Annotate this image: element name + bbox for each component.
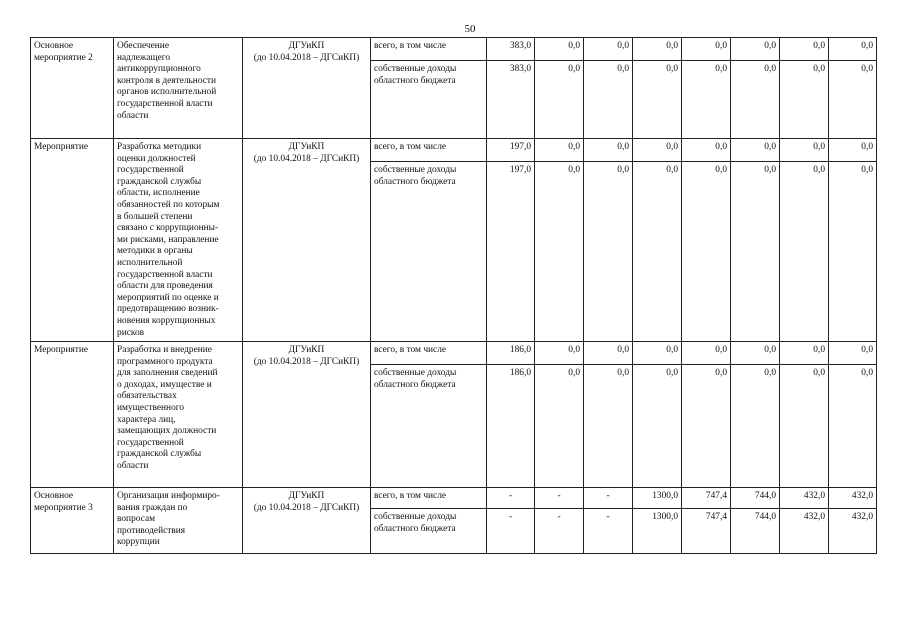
funding-source-cell (371, 139, 487, 162)
amount-cell: 0,0 (682, 365, 731, 488)
activity-description-cell (114, 38, 243, 139)
amount-cell: 0,0 (535, 342, 584, 365)
amount-cell: 0,0 (682, 162, 731, 342)
executor-cell (243, 342, 371, 488)
funding-source-text: всего, в том числе (374, 142, 447, 152)
amount-cell: 186,0 (487, 365, 535, 488)
executor-text: ДГУиКП (до 10.04.2018 – ДГСиКП) (253, 142, 360, 164)
amount-cell: 0,0 (780, 61, 829, 139)
amount-cell: 1300,0 (633, 488, 682, 509)
amount-cell: 0,0 (584, 342, 633, 365)
page-number: 50 (464, 23, 476, 35)
amount-cell: - (487, 509, 535, 554)
amount-cell: 0,0 (780, 139, 829, 162)
funding-source-text: всего, в том числе (374, 345, 447, 356)
funding-source-cell (371, 61, 487, 139)
executor-cell (243, 38, 371, 139)
amount-cell: 0,0 (633, 38, 682, 61)
amount-cell: 0,0 (780, 365, 829, 488)
amount-cell: 0,0 (682, 342, 731, 365)
amount-cell: 747,4 (682, 509, 731, 554)
amount-cell: 0,0 (731, 365, 780, 488)
funding-source-text: всего, в том числе (374, 491, 447, 502)
amount-cell: 0,0 (829, 61, 877, 139)
funding-source-cell (371, 162, 487, 342)
amount-cell: 0,0 (633, 139, 682, 162)
amount-cell: 0,0 (633, 365, 682, 488)
table-row (31, 342, 877, 365)
funding-source-cell (371, 342, 487, 365)
funding-source-cell (371, 488, 487, 509)
amount-cell: 432,0 (780, 509, 829, 554)
amount-cell: 0,0 (535, 365, 584, 488)
amount-cell: 383,0 (487, 38, 535, 61)
activity-name-text: Мероприятие (34, 142, 89, 152)
activity-description-text: Организация информиро- вания граждан по вопросам противодействия коррупции (117, 491, 220, 548)
executor-cell (243, 488, 371, 554)
amount-cell: 0,0 (731, 61, 780, 139)
amount-cell: - (535, 488, 584, 509)
amount-cell: 432,0 (829, 509, 877, 554)
amount-cell: 747,4 (682, 488, 731, 509)
amount-cell: 0,0 (829, 38, 877, 61)
amount-cell: 0,0 (829, 162, 877, 342)
amount-cell: - (584, 509, 633, 554)
activity-description-cell (114, 139, 243, 342)
table-row (31, 139, 877, 162)
funding-source-cell (371, 509, 487, 554)
activity-name-cell (31, 139, 114, 342)
amount-cell: 0,0 (780, 38, 829, 61)
amount-cell: 0,0 (682, 61, 731, 139)
amount-cell: 744,0 (731, 488, 780, 509)
funding-source-text: собственные доходы областного бюджета (374, 512, 457, 534)
amount-cell: 0,0 (584, 139, 633, 162)
amount-cell: 0,0 (731, 139, 780, 162)
amount-cell: 432,0 (829, 488, 877, 509)
table-row (31, 38, 877, 61)
activity-description-cell (114, 342, 243, 488)
amount-cell: 432,0 (780, 488, 829, 509)
amount-cell: 0,0 (829, 139, 877, 162)
amount-cell: 0,0 (731, 162, 780, 342)
activity-name-cell (31, 38, 114, 139)
amount-cell: 0,0 (633, 342, 682, 365)
amount-cell: 0,0 (829, 365, 877, 488)
amount-cell: 0,0 (780, 162, 829, 342)
funding-source-cell (371, 38, 487, 61)
amount-cell: 0,0 (535, 61, 584, 139)
executor-text: ДГУиКП (до 10.04.2018 – ДГСиКП) (253, 345, 360, 367)
amount-cell: 0,0 (535, 139, 584, 162)
amount-cell: 197,0 (487, 139, 535, 162)
amount-cell: 0,0 (780, 342, 829, 365)
amount-cell: 0,0 (682, 38, 731, 61)
amount-cell: 0,0 (633, 61, 682, 139)
table-row (31, 488, 877, 509)
executor-text: ДГУиКП (до 10.04.2018 – ДГСиКП) (253, 491, 360, 513)
amount-cell: 0,0 (584, 162, 633, 342)
activity-description-text: Обеспечение надлежащего антикоррупционного контроля в деятельности органов исполнительной государственной власти области (117, 41, 217, 121)
amount-cell: - (487, 488, 535, 509)
funding-source-cell (371, 365, 487, 488)
amount-cell: 0,0 (584, 38, 633, 61)
executor-cell (243, 139, 371, 342)
activity-description-cell (114, 488, 243, 554)
amount-cell: 197,0 (487, 162, 535, 342)
amount-cell: - (584, 488, 633, 509)
amount-cell: 0,0 (682, 139, 731, 162)
amount-cell: 186,0 (487, 342, 535, 365)
activity-name-text: Основное мероприятие 3 (34, 491, 93, 513)
amount-cell: 0,0 (584, 365, 633, 488)
activity-name-text: Основное мероприятие 2 (34, 41, 93, 63)
activity-name-cell (31, 488, 114, 554)
amount-cell: 0,0 (633, 162, 682, 342)
amount-cell: 0,0 (731, 38, 780, 61)
amount-cell: 0,0 (535, 162, 584, 342)
amount-cell: 383,0 (487, 61, 535, 139)
executor-text: ДГУиКП (до 10.04.2018 – ДГСиКП) (253, 41, 360, 63)
amount-cell: - (535, 509, 584, 554)
amount-cell: 1300,0 (633, 509, 682, 554)
activity-description-text: Разработка и внедрение программного продукта для заполнения сведений о доходах, имуществе и обязательствах имущественного характера лиц, замещающих должности государственной гражданской службы области (117, 345, 218, 472)
amount-cell: 744,0 (731, 509, 780, 554)
amount-cell: 0,0 (731, 342, 780, 365)
activity-name-text: Мероприятие (34, 345, 89, 356)
activity-description-text: Разработка методики оценки должностей государственной гражданской службы области, исполнение обязанностей по которым в большей степени связано с коррупционны- ми рисками, направление методики в органы исполнительной государственной власти области для проведения мероприятий по оценке и предотвращению возник- новения коррупционных рисков (117, 142, 220, 338)
budget-table (30, 37, 877, 554)
funding-source-text: собственные доходы областного бюджета (374, 368, 457, 390)
activity-name-cell (31, 342, 114, 488)
amount-cell: 0,0 (535, 38, 584, 61)
funding-source-text: всего, в том числе (374, 41, 447, 51)
amount-cell: 0,0 (584, 61, 633, 139)
amount-cell: 0,0 (829, 342, 877, 365)
funding-source-text: собственные доходы областного бюджета (374, 64, 457, 86)
funding-source-text: собственные доходы областного бюджета (374, 165, 457, 187)
